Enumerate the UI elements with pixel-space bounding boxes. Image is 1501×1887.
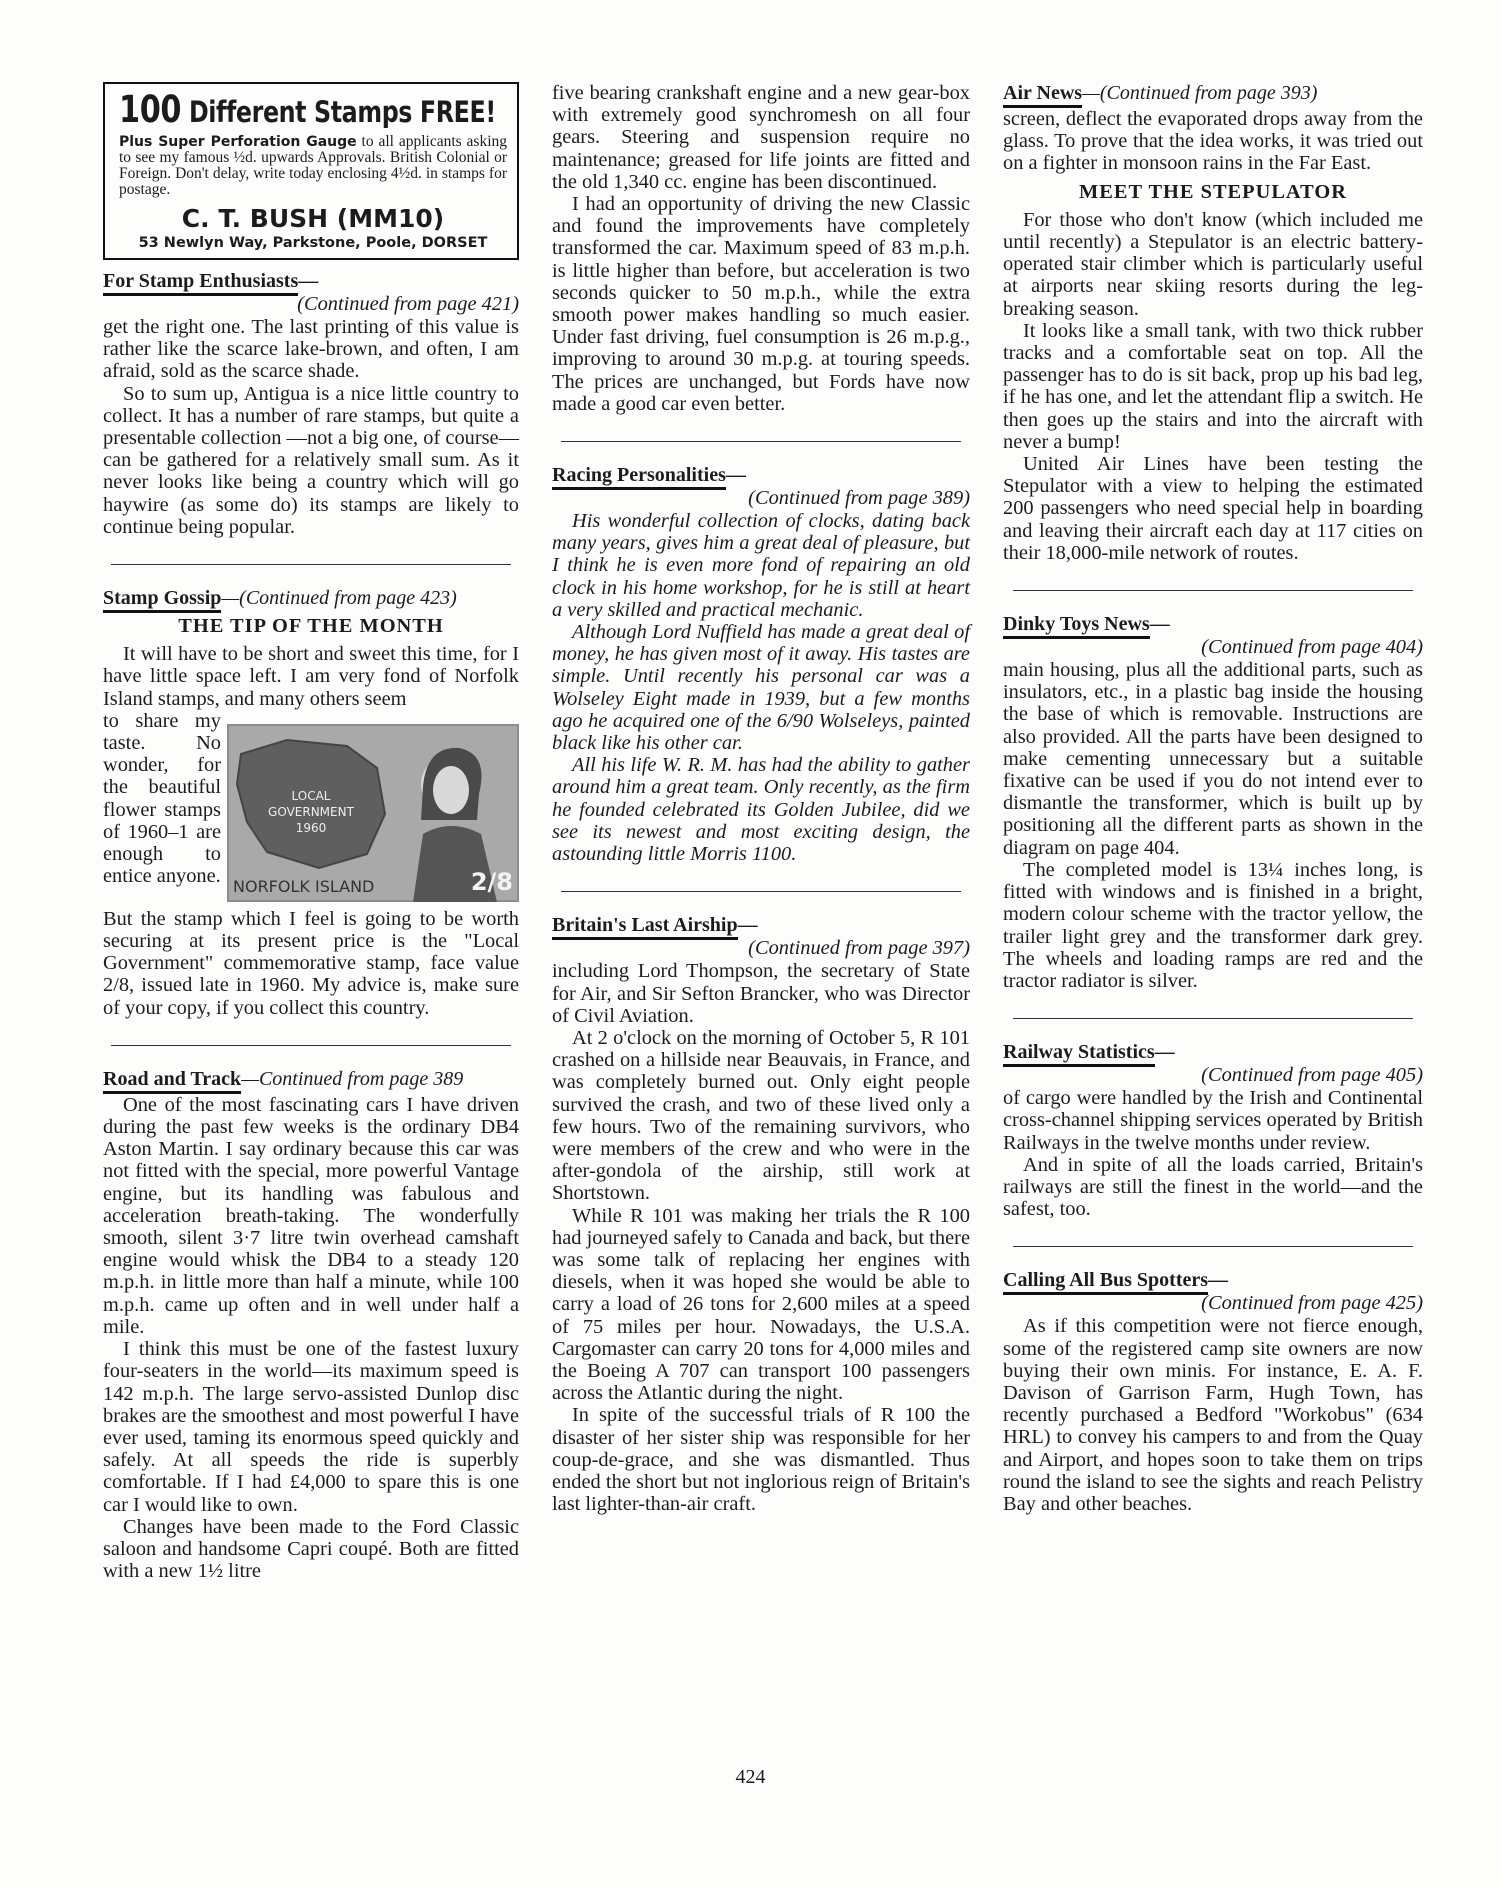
continued-note: —(Continued from page 393)	[1082, 82, 1318, 104]
continued-note: (Continued from page 425)	[1201, 1292, 1423, 1315]
section-divider	[111, 1045, 511, 1046]
heading-text: Stamp Gossip	[103, 587, 221, 613]
airship-heading	[552, 914, 970, 936]
heading-text: Calling All Bus Spotters	[1003, 1269, 1208, 1295]
dinky-heading	[1003, 613, 1423, 635]
section-divider	[1013, 590, 1413, 591]
stamp-text-country: NORFOLK ISLAND	[233, 876, 375, 896]
paragraph: United Air Lines have been testing the Stepulator with a view to helping the estimated 200 passengers who need special help in boarding and leaving their aircraft each day at 117 cities on their 18,000-mile network of routes.	[1003, 453, 1423, 564]
heading-text: Railway Statistics	[1003, 1041, 1155, 1067]
column-2	[552, 82, 970, 1515]
paragraph: get the right one. The last printing of this value is rather like the scarce lake-brown, and often, I am afraid, sold as the scarce shade.	[103, 316, 519, 383]
paragraph: It looks like a small tank, with two thick rubber tracks and a comfortable seat on top. All the passenger has to do is sit back, prop up his bad leg, if he has one, and let the attendant flip a switch. He then goes up the stairs and into the aircraft with never a bump!	[1003, 319, 1423, 453]
ad-title-number: 100	[119, 88, 182, 131]
continued-note: (Continued from page 421)	[297, 293, 519, 315]
ad-body-text: to all applicants asking to see my famous ½d. upwards Approvals. British Colonial or Foreign. Don't delay, write today enclosing 4½d. in stamps for postage.	[119, 133, 508, 198]
paragraph: His wonderful collection of clocks, dating back many years, gives him a great deal of pleasure, but I think he is even more fond of repairing an old clock in his home workshop, for he is still at heart a very skilled and practical mechanic.	[552, 510, 970, 621]
heading-dash: —	[1149, 613, 1170, 636]
section-divider	[1013, 1246, 1413, 1247]
continued-note: (Continued from page 405)	[1201, 1064, 1423, 1087]
heading-dash: —	[737, 914, 758, 937]
paragraph: Changes have been made to the Ford Classic saloon and handsome Capri coupé. Both are fitted with a new 1½ litre	[103, 1515, 519, 1583]
section-divider	[1013, 1018, 1413, 1019]
ad-advertiser-name: C. T. BUSH (MM10)	[181, 204, 445, 233]
heading-text: For Stamp Enthusiasts	[103, 270, 298, 296]
paragraph: five bearing crankshaft engine and a new gear-box with extremely good synchromesh on all four gears. Steering and suspension require no maintenance; greased for life joints are fitted and the old 1,340 cc. engine has been discontinued.	[552, 82, 970, 193]
paragraph: Although Lord Nuffield has made a great deal of money, he has given most of it away. His tastes are simple. Until recently his personal car was a Wolseley Eight made in 1939, but a few months ago he acquired one of the 6/90 Wolseleys, painted black like his other car.	[552, 621, 970, 755]
heading-text: Air News	[1003, 82, 1082, 108]
stamp-enthusiasts-heading	[103, 270, 519, 292]
stamp-text-local: LOCAL	[291, 788, 331, 803]
ad-address: 53 Newlyn Way, Parkstone, Poole, DORSET	[138, 235, 488, 251]
heading-text: Dinky Toys News	[1003, 613, 1150, 639]
column-1	[103, 82, 519, 1582]
continued-note: (Continued from page 397)	[748, 937, 970, 960]
paragraph: screen, deflect the evaporated drops away from the glass. To prove that the idea works, it was tried out on a fighter in monsoon rains in the Far East.	[1003, 108, 1423, 175]
stamp-text-government: GOVERNMENT	[268, 804, 354, 819]
heading-text: Racing Personalities	[552, 464, 726, 490]
stamp-text-year: 1960	[295, 820, 327, 835]
paragraph: For those who don't know (which included me until recently) a Stepulator is an electric battery-operated stair climber which is particularly useful at airports near skiing resorts during the leg-breaking season.	[1003, 208, 1423, 320]
paragraph: At 2 o'clock on the morning of October 5, R 101 crashed on a hillside near Beauvais, in France, and was completely burned out. Only eight people survived the crash, and two of these lived only a few hours. Two of the remaining survivors, who were members of the crew and who were in the after-gondola of the airship, still work at Shortstown.	[552, 1026, 970, 1205]
paragraph-wrapped: to share my taste. No wonder, for the beautiful flower stamps of 1960–1 are enough to entice anyone.	[103, 709, 221, 888]
heading-text: Britain's Last Airship	[552, 914, 738, 940]
continued-note: (Continued from page 389)	[748, 487, 970, 510]
ad-title-text: Different Stamps FREE!	[181, 95, 496, 129]
stamp-face-value: 2/8	[470, 867, 513, 896]
air-news-heading	[1003, 82, 1423, 104]
stamp-advert	[103, 82, 519, 260]
bus-spotters-heading	[1003, 1269, 1423, 1291]
paragraph: I had an opportunity of driving the new Classic and found the improvements have completely transformed the car. Maximum speed of 83 m.p.h. is little higher than before, but acceleration is two seconds quicker to 50 m.p.h., while the extra smooth power makes handling so much easier. Under fast driving, fuel consumption is 26 m.p.g., improving to around 30 m.p.g. at touring speeds. The prices are unchanged, but Fords have now made a good car even better.	[552, 193, 970, 415]
paragraph: All his life W. R. M. has had the ability to gather around him a great team. Only recently, as the firm he founded celebrated its Golden Jubilee, did we see its newest and most exciting design, the astounding little Morris 1100.	[552, 754, 970, 866]
subheading: MEET THE STEPULATOR	[1079, 180, 1347, 203]
heading-dash: —	[1154, 1041, 1175, 1064]
racing-heading	[552, 464, 970, 486]
road-track-heading	[103, 1068, 519, 1090]
paragraph: The completed model is 13¼ inches long, is fitted with windows and is finished in a bright, modern colour scheme with the tractor yellow, the trailer light grey and the transformer dark grey. The wheels and loading ramps are red and the tractor radiator is silver.	[1003, 858, 1423, 992]
section-divider	[561, 441, 961, 442]
heading-dash: —	[725, 464, 746, 487]
racing-body	[552, 510, 970, 865]
continued-note: —(Continued from page 423)	[221, 587, 457, 610]
section-divider	[111, 564, 511, 565]
railway-heading	[1003, 1041, 1423, 1063]
stamp-gossip-heading	[103, 587, 519, 609]
paragraph: So to sum up, Antigua is a nice little country to collect. It has a number of rare stamps, but quite a presentable collection —not a big one, of course—can be gathered for a relatively small sum. As it never looks like being a country which will go haywire (as some do) its stamps are likely to continue being popular.	[103, 382, 519, 538]
paragraph: While R 101 was making her trials the R 100 had journeyed safely to Canada and back, but there was some talk of replacing her engines with diesels, when it was hoped she would be able to carry a load of 26 tons for 2,600 miles at a speed of 75 miles per hour. Nowadays, the U.S.A. Cargomaster can carry 20 tons for 4,000 miles and the Boeing A 707 can transport 100 passengers across the Atlantic during the night.	[552, 1204, 970, 1405]
paragraph: In spite of the successful trials of R 100 the disaster of her sister ship was responsible for her coup-de-grace, and she was dismantled. Thus ended the short but not inglorious reign of Britain's last lighter-than-air craft.	[552, 1404, 970, 1516]
paragraph: of cargo were handled by the Irish and Continental cross-channel shipping services operated by British Railways in the twelve months under review.	[1003, 1087, 1423, 1154]
continued-note: (Continued from page 404)	[1201, 636, 1423, 659]
continued-note: —Continued from page 389	[241, 1067, 464, 1090]
ad-body	[119, 134, 507, 198]
heading-dash: —	[298, 270, 319, 292]
subheading: THE TIP OF THE MONTH	[178, 615, 444, 638]
paragraph: But the stamp which I feel is going to be worth securing at its present price is the "Local Government" commemorative stamp, face value 2/8, issued late in 1960. My advice is, make sure of your copy, if you collect this country.	[103, 907, 519, 1019]
ad-body-bold: Plus Super Perforation Gauge	[119, 134, 357, 150]
paragraph: I think this must be one of the fastest luxury four-seaters in the world—its maximum speed is 142 m.p.h. The large servo-assisted Dunlop disc brakes are the smoothest and most powerful I have ever used, taming its enormous speed quickly and safely. At all speeds the ride is superbly comfortable. If I had £4,000 to spare this is one car I would like to own.	[103, 1338, 519, 1516]
section-divider	[561, 891, 961, 892]
paragraph: One of the most fascinating cars I have driven during the past few weeks is the ordinary DB4 Aston Martin. I say ordinary because this car was not fitted with the special, more powerful Vantage engine, but its handling was fabulous and acceleration breath-taking. The wonderfully smooth, silent 3·7 litre twin overhead camshaft engine would whisk the DB4 to a steady 120 m.p.h. in little more than half a minute, while 100 m.p.h. came up often and in well under half a mile.	[103, 1093, 519, 1338]
paragraph: It will have to be short and sweet this time, for I have little space left. I am very fond of Norfolk Island stamps, and many others seem	[103, 643, 519, 710]
heading-text: Road and Track	[103, 1068, 241, 1094]
paragraph: including Lord Thompson, the secretary of State for Air, and Sir Sefton Brancker, who was Director of Civil Aviation.	[552, 960, 970, 1027]
heading-dash: —	[1208, 1269, 1229, 1292]
page-number: 424	[735, 1766, 766, 1788]
ad-title	[119, 88, 496, 131]
column-3	[1003, 82, 1423, 1515]
paragraph: And in spite of all the loads carried, Britain's railways are still the finest in the world—and the safest, too.	[1003, 1153, 1423, 1221]
stamp-illustration	[227, 724, 519, 902]
norfolk-island-stamp-image	[227, 724, 519, 902]
paragraph: As if this competition were not fierce enough, some of the registered camp site owners are now buying their own minis. For instance, E. A. F. Davison of Garrison Farm, Hugh Town, has recently purchased a Bedford "Workobus" (634 HRL) to convey his campers to and from the Quay and Airport, and hopes soon to take them on trips round the island to see the sights and reach Pelistry Bay and other beaches.	[1003, 1315, 1423, 1515]
paragraph: main housing, plus all the additional parts, such as insulators, etc., in a plastic bag inside the housing the base of which is removable. Instructions are also provided. All the parts have been designed to make cementing unnecessary but a suitable fixative can be used if you do not intend ever to dismantle the transformer, which is built up by positioning all the different parts as shown in the diagram on page 404.	[1003, 659, 1423, 859]
